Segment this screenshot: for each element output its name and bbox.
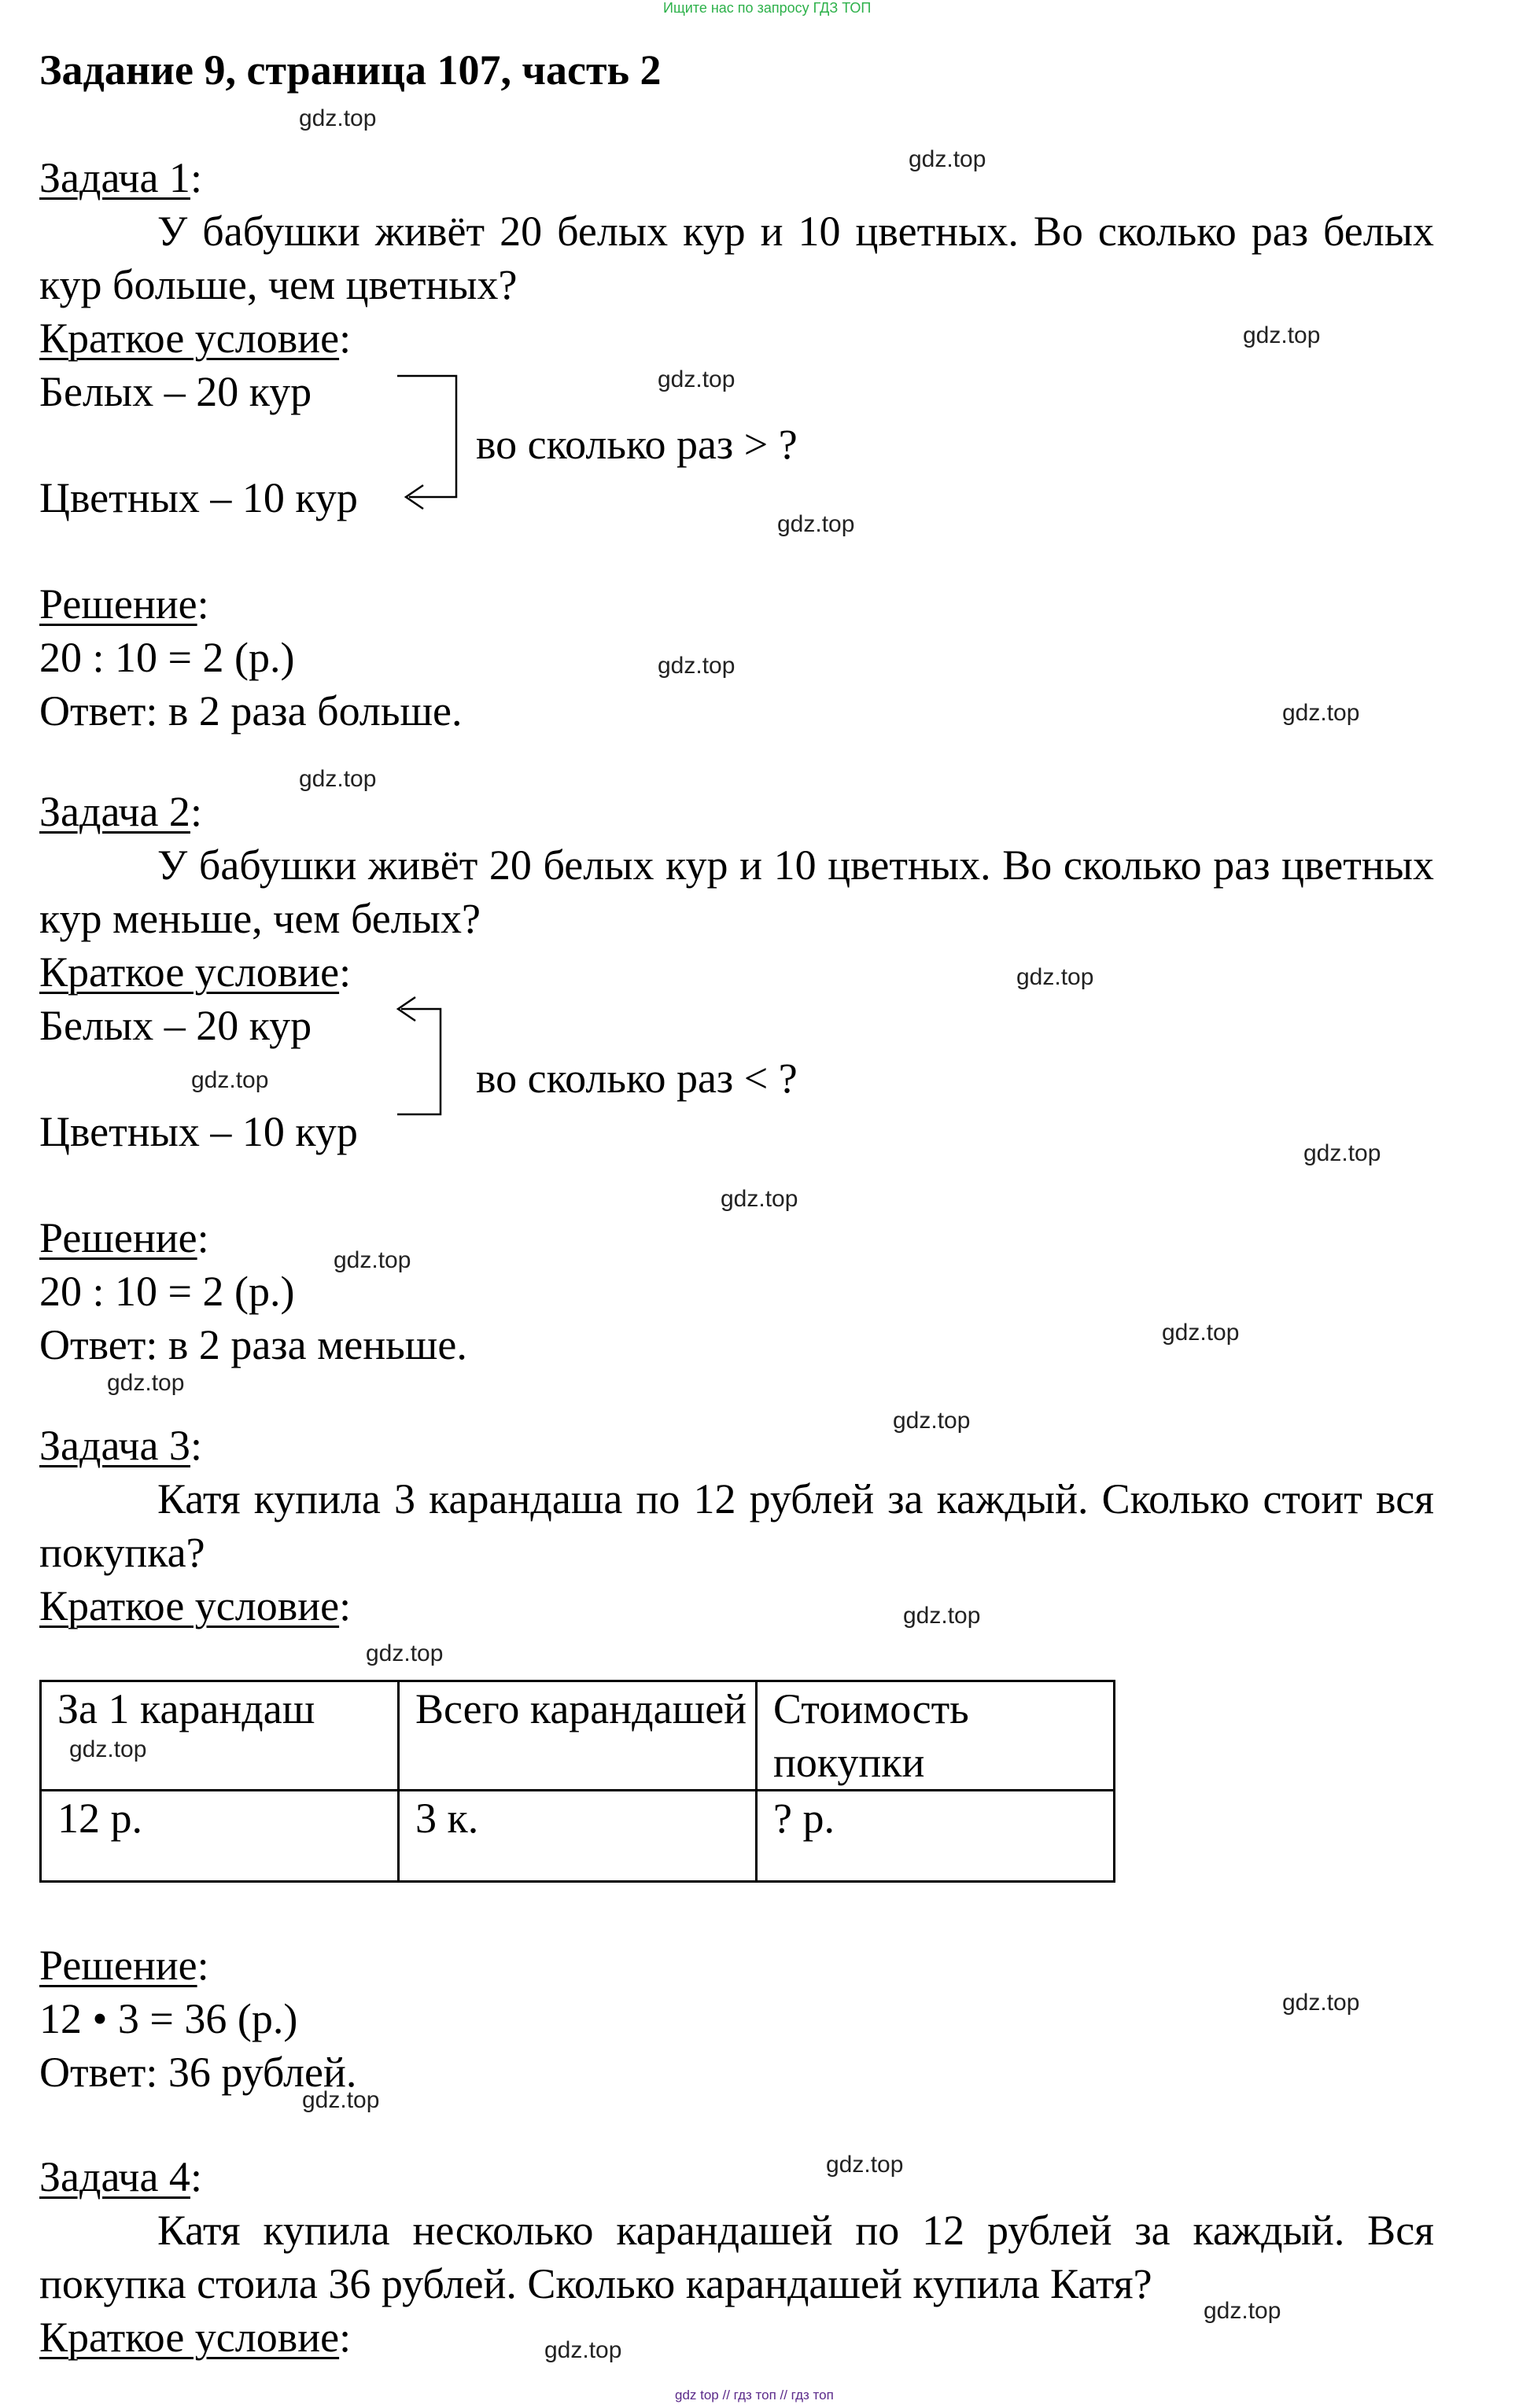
task-2-heading: Задача 2: (39, 788, 202, 835)
watermark: gdz.top (302, 2087, 380, 2113)
table-cell: 3 к. (399, 1791, 757, 1882)
task-3-answer: Ответ: 36 рублей. (39, 2049, 357, 2096)
task-2-question: во сколько раз < ? (476, 1055, 798, 1102)
footer-note: gdz top // гдз топ // гдз топ (675, 2388, 834, 2402)
watermark: gdz.top (191, 1067, 269, 1093)
task-1-bracket-arrow (397, 376, 456, 509)
task-1-condition-label: Краткое условие: (39, 315, 352, 362)
task-3-condition-label: Краткое условие: (39, 1582, 352, 1629)
top-note: Ищите нас по запросу ГДЗ ТОП (663, 0, 872, 16)
task-3-heading: Задача 3: (39, 1422, 202, 1469)
watermark: gdz.top (1282, 1990, 1360, 2016)
task-1-answer: Ответ: в 2 раза больше. (39, 687, 463, 735)
watermark: gdz.top (658, 366, 736, 392)
watermark: gdz.top (366, 1640, 444, 1666)
page-title: Задание 9, страница 107, часть 2 (39, 46, 662, 94)
task-3-equation: 12 • 3 = 36 (р.) (39, 1995, 298, 2042)
task-2-equation: 20 : 10 = 2 (р.) (39, 1268, 295, 1315)
task-2-line-colored: Цветных – 10 кур (39, 1108, 358, 1155)
task-2-solution-label: Решение: (39, 1214, 209, 1261)
task-4-text: Катя купила несколько карандашей по 12 рублей за каждый. Вся покупка стоила 36 рублей. Сколько карандашей купила Катя? (39, 2207, 1434, 2307)
task-1-text: У бабушки живёт 20 белых кур и 10 цветных. Во сколько раз белых кур больше, чем цветных? (39, 208, 1434, 308)
task-1-equation: 20 : 10 = 2 (р.) (39, 634, 295, 681)
watermark: gdz.top (1243, 322, 1321, 348)
watermark: gdz.top (1162, 1320, 1240, 1346)
task-4-condition-label: Краткое условие: (39, 2314, 352, 2361)
task-3-text: Катя купила 3 карандаша по 12 рублей за каждый. Сколько стоит вся покупка? (39, 1475, 1434, 1576)
watermark: gdz.top (299, 766, 377, 792)
table-cell: ? р. (757, 1791, 1115, 1882)
watermark: gdz.top (1016, 964, 1094, 990)
task-1-heading: Задача 1: (39, 154, 202, 201)
task-2-line-white: Белых – 20 кур (39, 1002, 312, 1049)
task-2-answer: Ответ: в 2 раза меньше. (39, 1321, 467, 1368)
task-2-condition-label: Краткое условие: (39, 948, 352, 996)
watermark: gdz.top (69, 1736, 147, 1762)
table-header-cell: За 1 карандаш (41, 1681, 399, 1791)
task-3-solution-label: Решение: (39, 1942, 209, 1989)
watermark: gdz.top (1282, 700, 1360, 726)
table-cell: 12 р. (41, 1791, 399, 1882)
watermark: gdz.top (826, 2152, 904, 2178)
table-header-cell: Всего карандашей (399, 1681, 757, 1791)
watermark: gdz.top (1204, 2298, 1281, 2324)
watermark: gdz.top (893, 1408, 971, 1434)
watermark: gdz.top (777, 511, 855, 537)
watermark: gdz.top (107, 1370, 185, 1396)
watermark: gdz.top (903, 1603, 981, 1629)
task-2-text: У бабушки живёт 20 белых кур и 10 цветных. Во сколько раз цветных кур меньше, чем белых? (39, 841, 1434, 942)
task-1-question: во сколько раз > ? (476, 421, 798, 468)
watermark: gdz.top (909, 146, 986, 172)
watermark: gdz.top (658, 653, 736, 679)
watermark: gdz.top (1303, 1140, 1381, 1166)
task-1-line-colored: Цветных – 10 кур (39, 474, 358, 521)
task-1-solution-label: Решение: (39, 580, 209, 628)
watermark: gdz.top (544, 2337, 622, 2363)
watermark: gdz.top (721, 1186, 798, 1212)
table-header-cell: Стоимость покупки (757, 1681, 1115, 1791)
task-1-line-white: Белых – 20 кур (39, 368, 312, 415)
watermark: gdz.top (299, 105, 377, 131)
task-2-bracket-arrow (397, 997, 441, 1114)
task-4-heading: Задача 4: (39, 2153, 202, 2200)
watermark: gdz.top (334, 1247, 411, 1273)
